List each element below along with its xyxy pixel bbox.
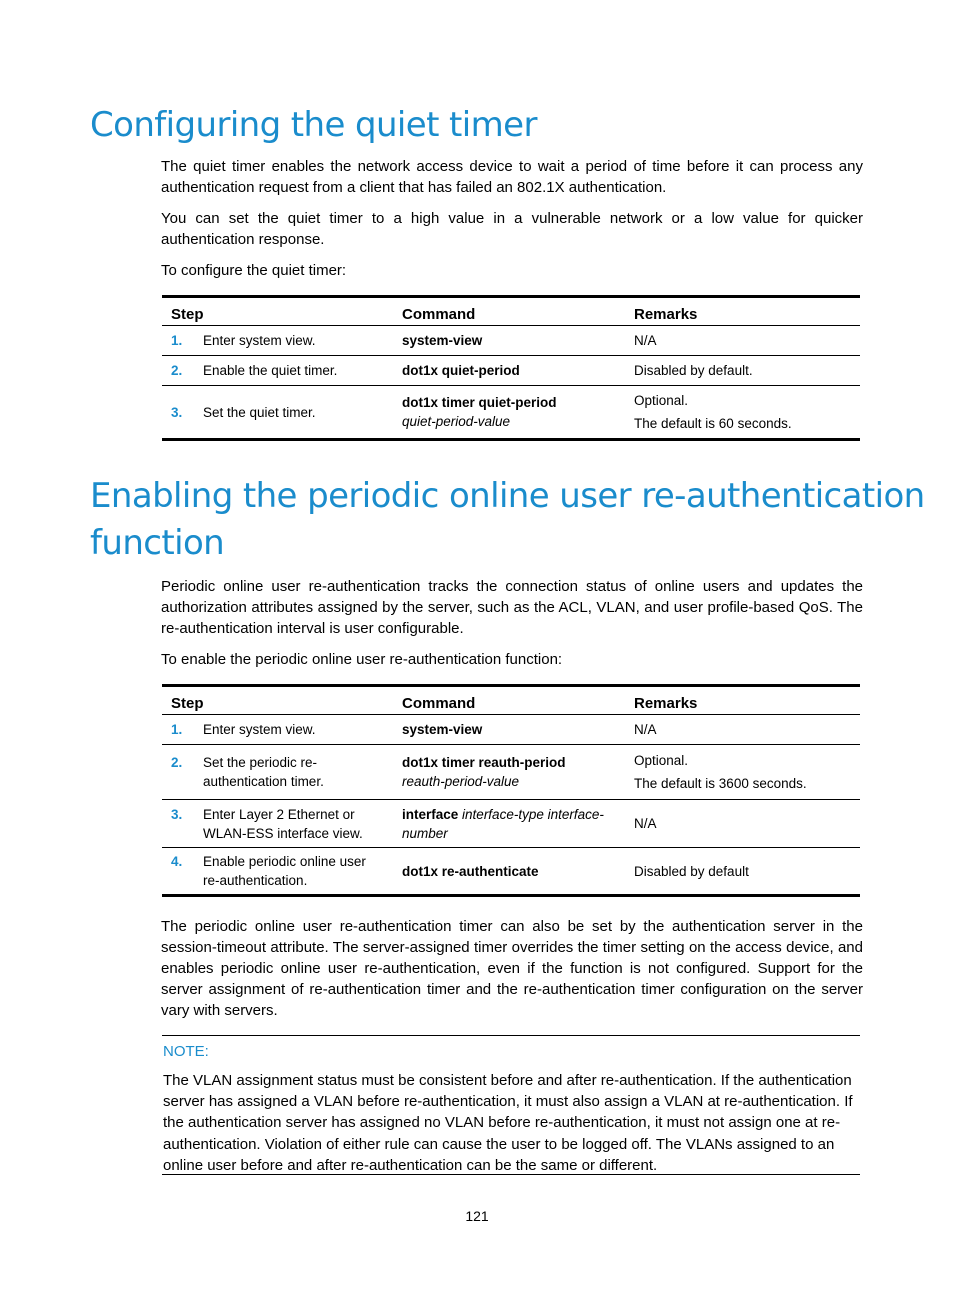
step-text: Enter Layer 2 Ethernet or WLAN-ESS interface view. (203, 806, 363, 841)
remark-text: Optional. (634, 393, 689, 408)
step-text: Enable the quiet timer. (203, 363, 338, 378)
command-argument: reauth-period-value (402, 774, 520, 789)
step-number: 3. (171, 806, 183, 822)
paragraph-quiet-timer-lead: To configure the quiet timer: (161, 262, 347, 279)
step-text: Set the periodic re-authentication timer. (203, 755, 324, 789)
paragraph-reauth-intro: Periodic online user re-authentication tracks the connection status of online users and updates the authorization attributes assigned by the server, such as the ACL, VLAN, and user profile-based QoS. The re-authentication interval is user configurable. (161, 578, 863, 637)
paragraph-quiet-timer-intro: The quiet timer enables the network access device to wait a period of time before it can process any authentication request from a client that has failed an 802.1X authentication. (161, 158, 863, 196)
header-command: Command (393, 686, 625, 715)
remarks-cell (625, 848, 860, 896)
command-cell (393, 848, 625, 896)
quiet-timer-table (162, 295, 860, 441)
remarks-cell (625, 800, 860, 848)
remark-text: N/A (634, 722, 657, 737)
command-keyword: system-view (402, 333, 483, 348)
table-row (162, 386, 860, 440)
step-cell (162, 356, 393, 386)
step-cell (162, 326, 393, 356)
command-keyword: dot1x quiet-period (402, 363, 520, 378)
command-cell (393, 800, 625, 848)
command-cell (393, 326, 625, 356)
reauth-table (162, 684, 860, 897)
page-number: 121 (465, 1208, 489, 1224)
table-header-row (162, 297, 860, 326)
section-title-line2: function (90, 523, 225, 563)
section-title-quiet-timer: Configuring the quiet timer (90, 105, 537, 145)
step-cell (162, 386, 393, 440)
note-text: The VLAN assignment status must be consistent before and after re-authentication. If the authentication server has assigned a VLAN before re-authentication, it must also assign a VLAN at re-authentication. If the authentication server has assigned no VLAN before re-authentication, it must not assign one at re-authentication. Violation of either rule can cause the user to be logged off. The VLANs assigned to an online user before and after re-authentication can be the same or different. (163, 1072, 853, 1174)
note-bottom-rule (162, 1174, 860, 1175)
paragraph-server-timer: The periodic online user re-authentication timer can also be set by the authentication server in the session-timeout attribute. The server-assigned timer overrides the timer setting on the access device, and enables periodic online user re-authentication, even if the function is not configured. Support for the server assignment of re-authentication timer and the re-authentication timer configuration on the server vary with servers. (161, 918, 863, 1019)
remarks-cell (625, 386, 860, 440)
step-number: 1. (171, 722, 183, 737)
command-keyword: dot1x timer quiet-period (402, 395, 557, 410)
header-step: Step (162, 297, 393, 326)
table-row (162, 326, 860, 356)
remarks-cell (625, 326, 860, 356)
section-title-periodic-reauth (90, 473, 925, 567)
step-text: Enable periodic online user re-authentication. (203, 854, 366, 888)
remark-text: Optional. (634, 753, 689, 768)
step-text: Enter system view. (203, 333, 316, 348)
paragraph-reauth-lead: To enable the periodic online user re-authentication function: (161, 651, 563, 668)
note-top-rule (162, 1035, 860, 1036)
remark-default: The default is 60 seconds. (634, 416, 792, 431)
note-label: NOTE: (163, 1043, 209, 1060)
command-cell (393, 386, 625, 440)
step-cell (162, 715, 393, 745)
table-row (162, 356, 860, 386)
step-number: 3. (171, 404, 183, 420)
table-header-row (162, 686, 860, 715)
remarks-cell (625, 356, 860, 386)
header-remarks: Remarks (625, 297, 860, 326)
command-cell (393, 356, 625, 386)
step-number: 4. (171, 854, 183, 869)
header-command: Command (393, 297, 625, 326)
step-cell (162, 745, 393, 800)
remark-text: Disabled by default. (634, 363, 753, 378)
remarks-cell (625, 715, 860, 745)
step-text: Enter system view. (203, 722, 316, 737)
command-keyword: dot1x timer reauth-period (402, 755, 566, 770)
remark-text: N/A (634, 816, 657, 831)
table-row (162, 800, 860, 848)
table-row (162, 745, 860, 800)
step-text: Set the quiet timer. (203, 404, 316, 420)
remarks-cell (625, 745, 860, 800)
table-row (162, 715, 860, 745)
command-keyword: system-view (402, 722, 483, 737)
remark-text: N/A (634, 333, 657, 348)
command-keyword: dot1x re-authenticate (402, 863, 539, 879)
step-cell (162, 848, 393, 896)
command-argument: quiet-period-value (402, 414, 511, 429)
command-cell (393, 715, 625, 745)
header-remarks: Remarks (625, 686, 860, 715)
section-title-line1: Enabling the periodic online user re-authentication (90, 476, 925, 516)
paragraph-quiet-timer-value: You can set the quiet timer to a high value in a vulnerable network or a low value for quicker authentication response. (161, 210, 863, 248)
remark-text: Disabled by default (634, 863, 749, 879)
step-number: 1. (171, 333, 183, 348)
table-row (162, 848, 860, 896)
command-cell (393, 745, 625, 800)
step-number: 2. (171, 363, 183, 378)
command-argument: interface-type interface-number (402, 806, 604, 841)
command-keyword: interface (402, 806, 459, 822)
step-cell (162, 800, 393, 848)
header-step: Step (162, 686, 393, 715)
step-number: 2. (171, 755, 183, 770)
remark-default: The default is 3600 seconds. (634, 776, 807, 791)
